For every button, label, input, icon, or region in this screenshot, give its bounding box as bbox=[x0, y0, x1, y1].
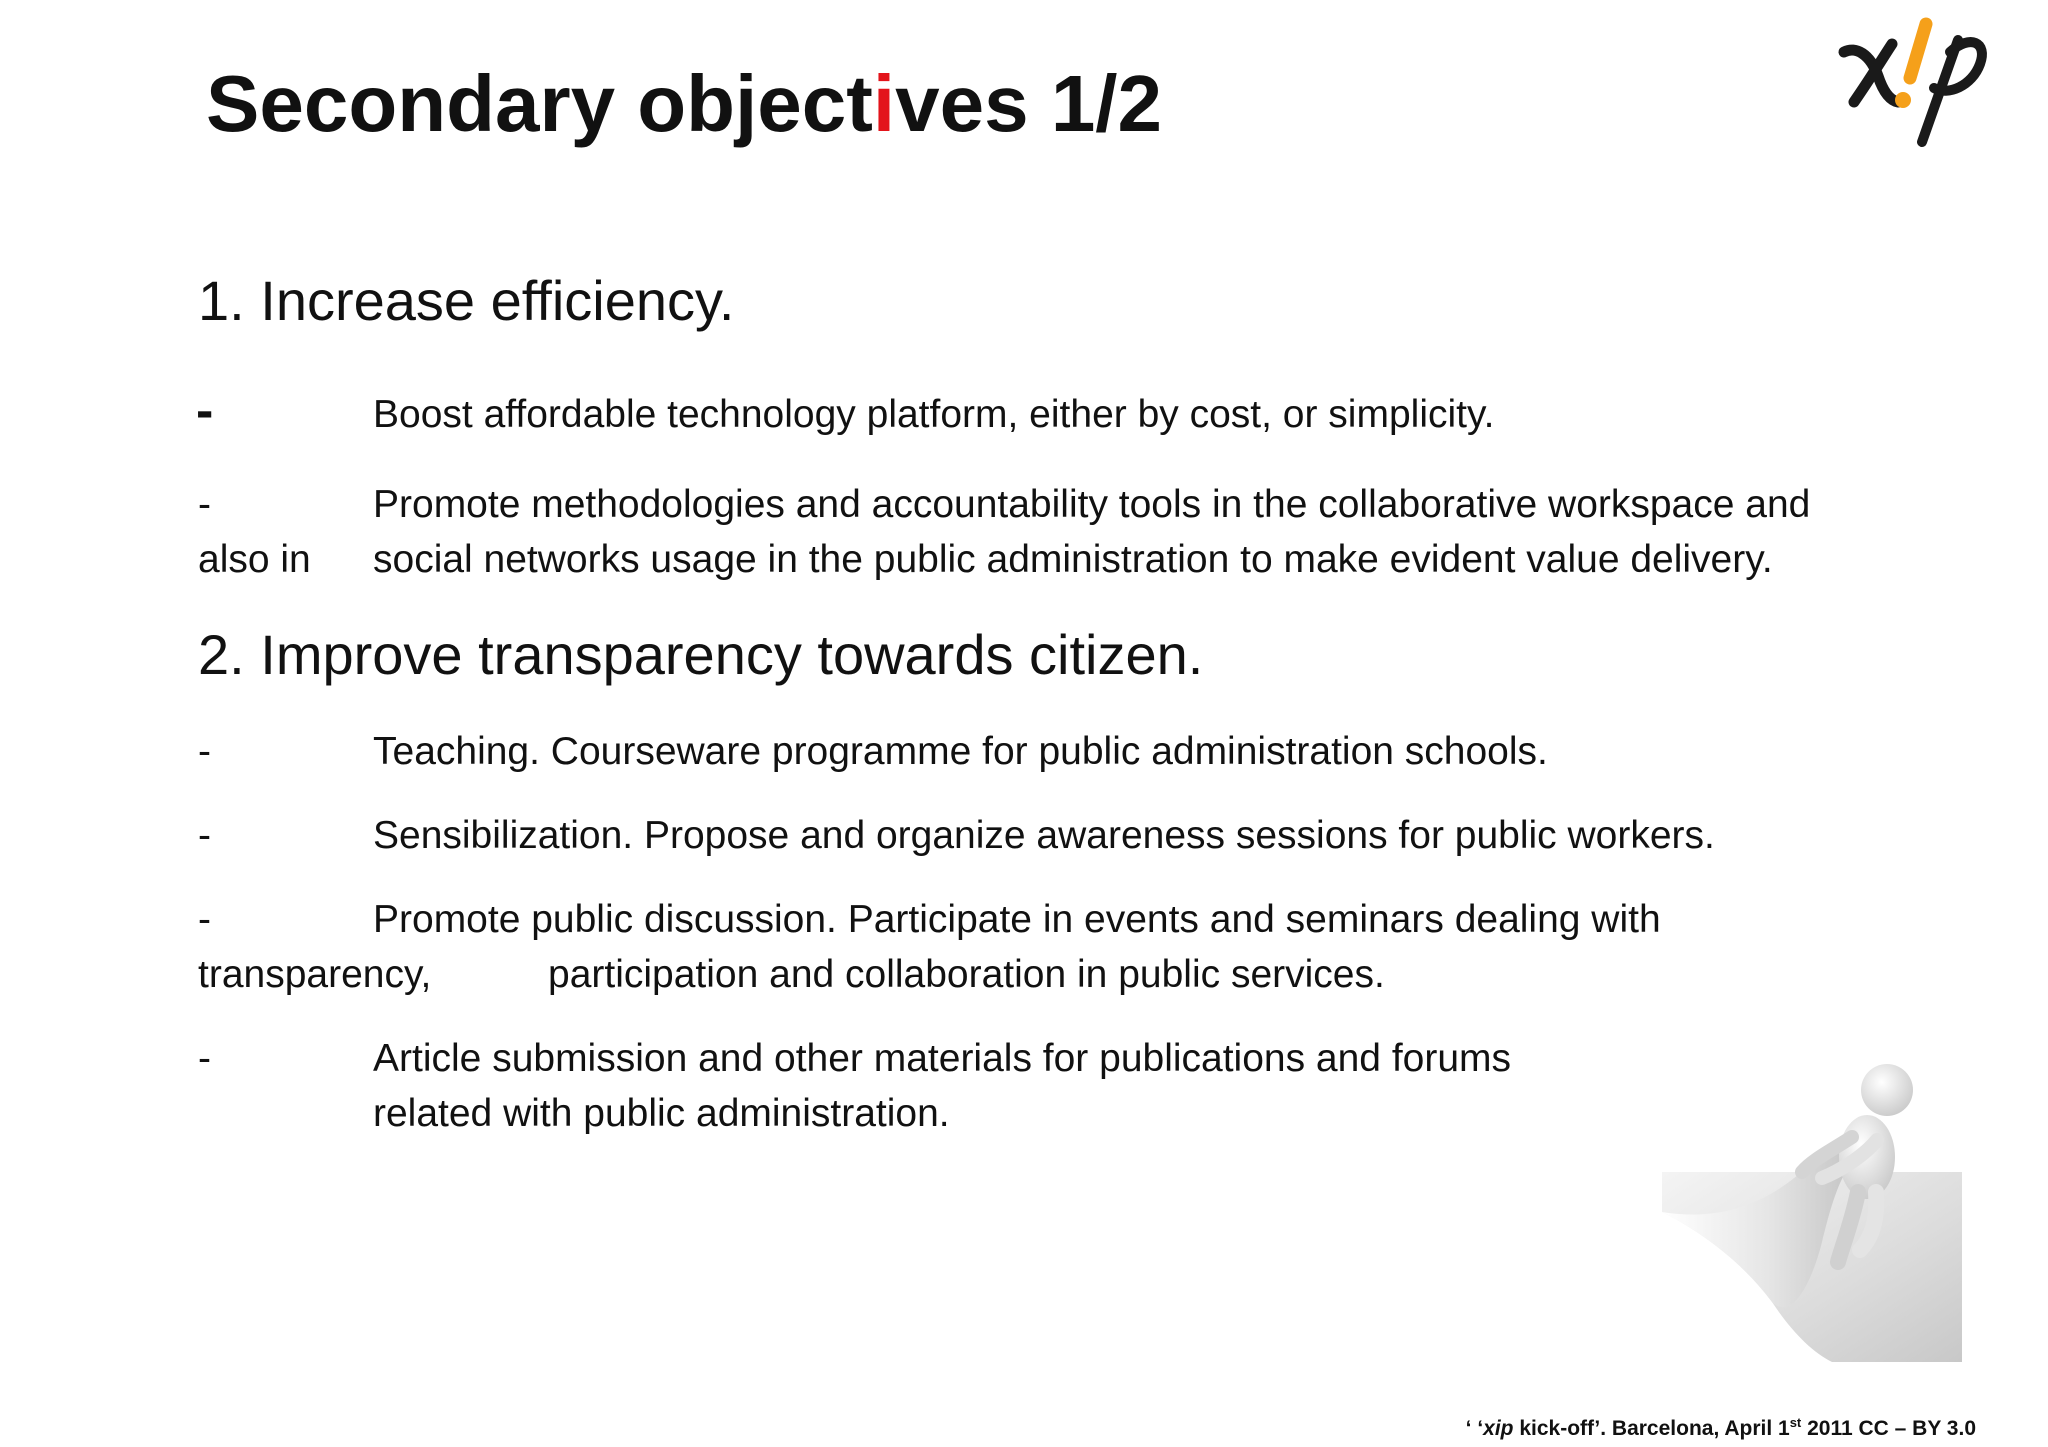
bullet-marker: - bbox=[198, 814, 211, 857]
bullet-wrap-prefix: also in bbox=[198, 538, 311, 581]
bullet-text: Sensibilization. Propose and organize awareness sessions for public workers. bbox=[373, 814, 1715, 857]
bullet-wrap-prefix: transparency, bbox=[198, 953, 432, 996]
bullet-marker: - bbox=[198, 483, 211, 526]
bullet-marker: - bbox=[198, 1037, 211, 1080]
bullet-text-continued: participation and collaboration in public services. bbox=[548, 953, 1385, 996]
bullet-text-continued: related with public administration. bbox=[373, 1092, 950, 1135]
title-part-1: Secondary object bbox=[206, 59, 873, 148]
footer-quote-open: ‘ ‘ bbox=[1465, 1417, 1484, 1440]
xip-logo-icon bbox=[1830, 10, 1990, 150]
bullet-text: Boost affordable technology platform, either by cost, or simplicity. bbox=[373, 393, 1495, 436]
bullet-marker: - bbox=[198, 730, 211, 773]
bullet-marker: - bbox=[198, 898, 211, 941]
footer-event-name: xip bbox=[1483, 1417, 1514, 1440]
footer-ordinal: st bbox=[1789, 1415, 1802, 1430]
slide-footer bbox=[1466, 1415, 1976, 1441]
footer-event-rest: kick-off’. Barcelona, April 1 bbox=[1513, 1417, 1790, 1440]
title-part-2: ves 1/2 bbox=[895, 59, 1163, 148]
title-accent-letter: i bbox=[872, 59, 896, 148]
section-heading-efficiency: 1. Increase efficiency. bbox=[198, 269, 735, 332]
footer-license: 2011 CC – BY 3.0 bbox=[1801, 1417, 1976, 1440]
section-heading-transparency: 2. Improve transparency towards citizen. bbox=[198, 623, 1204, 686]
bullet-text: Promote public discussion. Participate in events and seminars dealing with bbox=[373, 898, 1661, 941]
bullet-text-continued: social networks usage in the public administration to make evident value delivery. bbox=[373, 538, 1773, 581]
bullet-text: Promote methodologies and accountability tools in the collaborative workspace and bbox=[373, 483, 1811, 526]
bullet-text: Article submission and other materials for publications and forums bbox=[373, 1037, 1512, 1080]
bullet-marker: - bbox=[196, 382, 214, 440]
figure-peeling-page-icon bbox=[1662, 1062, 1962, 1362]
bullet-text: Teaching. Courseware programme for public administration schools. bbox=[373, 730, 1548, 773]
slide-title bbox=[206, 58, 1162, 150]
